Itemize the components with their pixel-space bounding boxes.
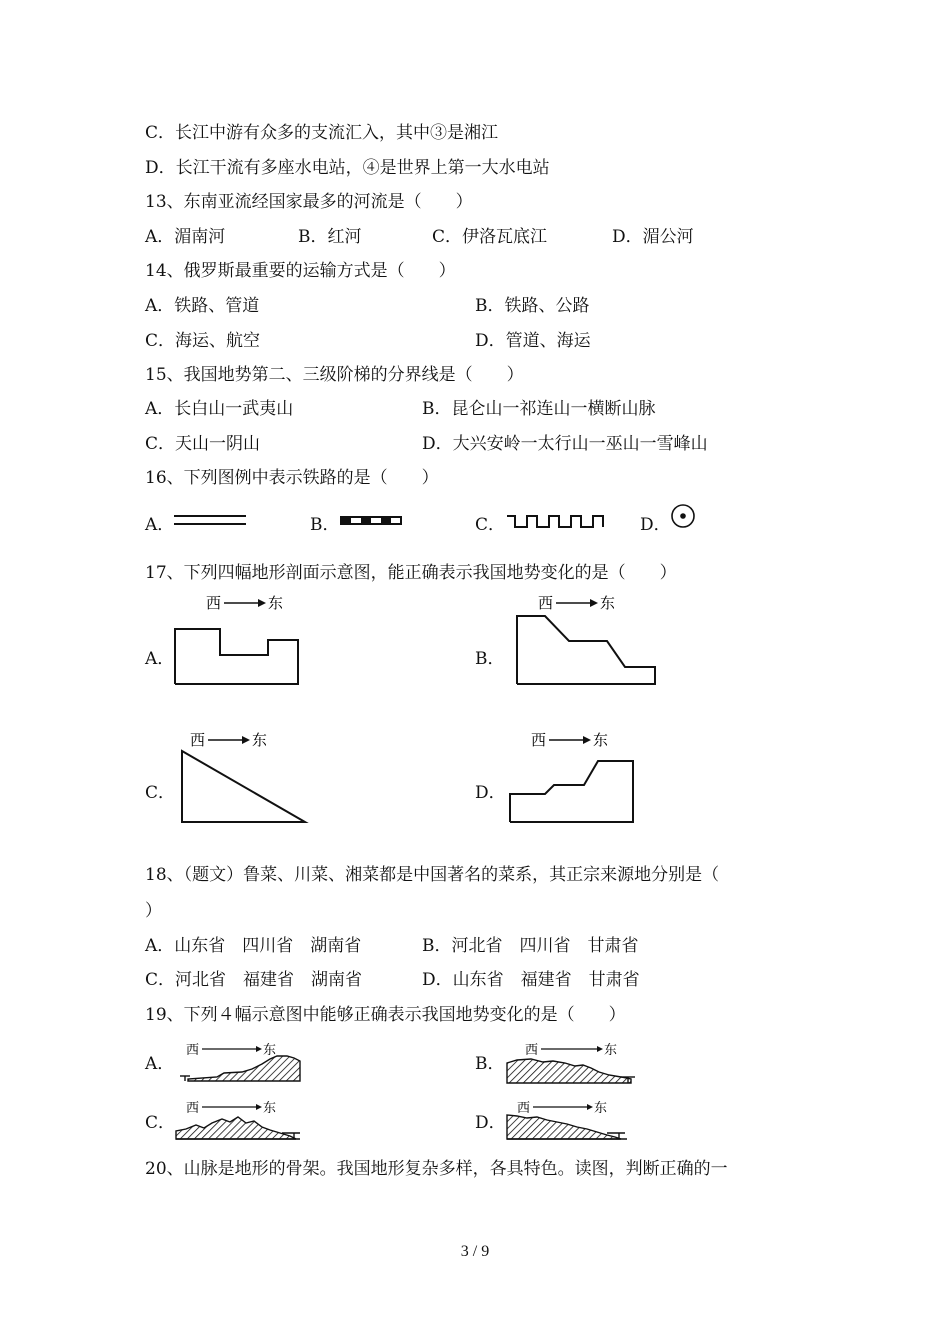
page-number: 3 / 9 <box>460 1243 490 1260</box>
q17-stem: 17、下列四幅地形剖面示意图，能正确表示我国地势变化的是（ ） <box>145 563 677 583</box>
west-label: 西 <box>531 731 547 749</box>
q17-label-c[interactable]: C． <box>145 783 176 803</box>
railway-symbol <box>340 514 404 528</box>
q16-stem: 16、下列图例中表示铁路的是（ ） <box>145 468 439 488</box>
q19-label-b[interactable]: B． <box>475 1054 505 1074</box>
q17-profile-b <box>512 590 662 688</box>
east-label: 东 <box>594 1101 608 1116</box>
q19-profile-c <box>172 1097 307 1145</box>
q13-option-c[interactable]: C．伊洛瓦底江 <box>432 227 548 247</box>
west-label: 西 <box>525 1043 539 1058</box>
q15-option-b[interactable]: B．昆仑山一祁连山一横断山脉 <box>422 399 656 419</box>
q16-label-a[interactable]: A． <box>145 515 175 535</box>
q19-stem: 19、下列４幅示意图中能够正确表示我国地势变化的是（ ） <box>145 1005 626 1025</box>
q16-label-d[interactable]: D． <box>640 515 671 535</box>
east-label: 东 <box>252 731 268 749</box>
q19-profile-d <box>503 1097 638 1145</box>
east-label: 东 <box>604 1043 618 1058</box>
q18-stem: 18、（题文）鲁菜、川菜、湘菜都是中国著名的菜系，其正宗来源地分别是（ <box>145 865 720 885</box>
q18-option-d[interactable]: D．山东省 福建省 甘肃省 <box>422 970 640 990</box>
double-line-symbol <box>174 511 248 531</box>
q15-option-c[interactable]: C．天山一阴山 <box>145 434 261 454</box>
q19-label-a[interactable]: A． <box>145 1054 175 1074</box>
east-label: 东 <box>263 1101 277 1116</box>
q13-option-d[interactable]: D．湄公河 <box>612 227 694 247</box>
q14-option-a[interactable]: A．铁路、管道 <box>145 296 260 316</box>
q19-profile-b <box>503 1039 643 1085</box>
q14-option-c[interactable]: C．海运、航空 <box>145 331 261 351</box>
q19-profile-a <box>172 1039 307 1085</box>
q14-stem: 14、俄罗斯最重要的运输方式是（ ） <box>145 261 456 281</box>
q13-stem: 13、东南亚流经国家最多的河流是（ ） <box>145 192 473 212</box>
capital-city-icon <box>669 502 697 530</box>
q18-option-c[interactable]: C．河北省 福建省 湖南省 <box>145 970 363 990</box>
q15-stem: 15、我国地势第二、三级阶梯的分界线是（ ） <box>145 365 524 385</box>
q19-label-d[interactable]: D． <box>475 1113 506 1133</box>
boundary-wall-symbol <box>505 506 609 530</box>
q17-profile-a <box>170 590 305 688</box>
q13-option-a[interactable]: A．湄南河 <box>145 227 226 247</box>
east-label: 东 <box>263 1043 277 1058</box>
q17-label-d[interactable]: D． <box>475 783 506 803</box>
q16-label-c[interactable]: C． <box>475 515 506 535</box>
q15-option-d[interactable]: D．大兴安岭一太行山一巫山一雪峰山 <box>422 434 708 454</box>
east-label: 东 <box>593 731 609 749</box>
west-label: 西 <box>517 1101 531 1116</box>
west-label: 西 <box>538 594 554 612</box>
q18-option-b[interactable]: B．河北省 四川省 甘肃省 <box>422 936 639 956</box>
q17-label-b[interactable]: B． <box>475 649 505 669</box>
q14-option-d[interactable]: D．管道、海运 <box>475 331 591 351</box>
q12-option-d: D．长江干流有多座水电站，④是世界上第一大水电站 <box>145 158 550 178</box>
q12-option-c: C．长江中游有众多的支流汇入，其中③是湘江 <box>145 123 499 143</box>
q17-profile-d <box>505 727 640 825</box>
q13-option-b[interactable]: B．红河 <box>298 227 362 247</box>
east-label: 东 <box>268 594 284 612</box>
q18-stem-cont: ） <box>145 901 162 921</box>
west-label: 西 <box>186 1101 200 1116</box>
west-label: 西 <box>186 1043 200 1058</box>
q17-label-a[interactable]: A． <box>145 649 175 669</box>
q15-option-a[interactable]: A．长白山一武夷山 <box>145 399 294 419</box>
q19-label-c[interactable]: C． <box>145 1113 176 1133</box>
q18-option-a[interactable]: A．山东省 四川省 湖南省 <box>145 936 362 956</box>
east-label: 东 <box>600 594 616 612</box>
q14-option-b[interactable]: B．铁路、公路 <box>475 296 590 316</box>
q16-label-b[interactable]: B． <box>310 515 340 535</box>
q17-profile-c <box>176 727 311 825</box>
west-label: 西 <box>190 731 206 749</box>
q20-stem: 20、山脉是地形的骨架。我国地形复杂多样，各具特色。读图，判断正确的一 <box>145 1159 728 1179</box>
west-label: 西 <box>206 594 222 612</box>
